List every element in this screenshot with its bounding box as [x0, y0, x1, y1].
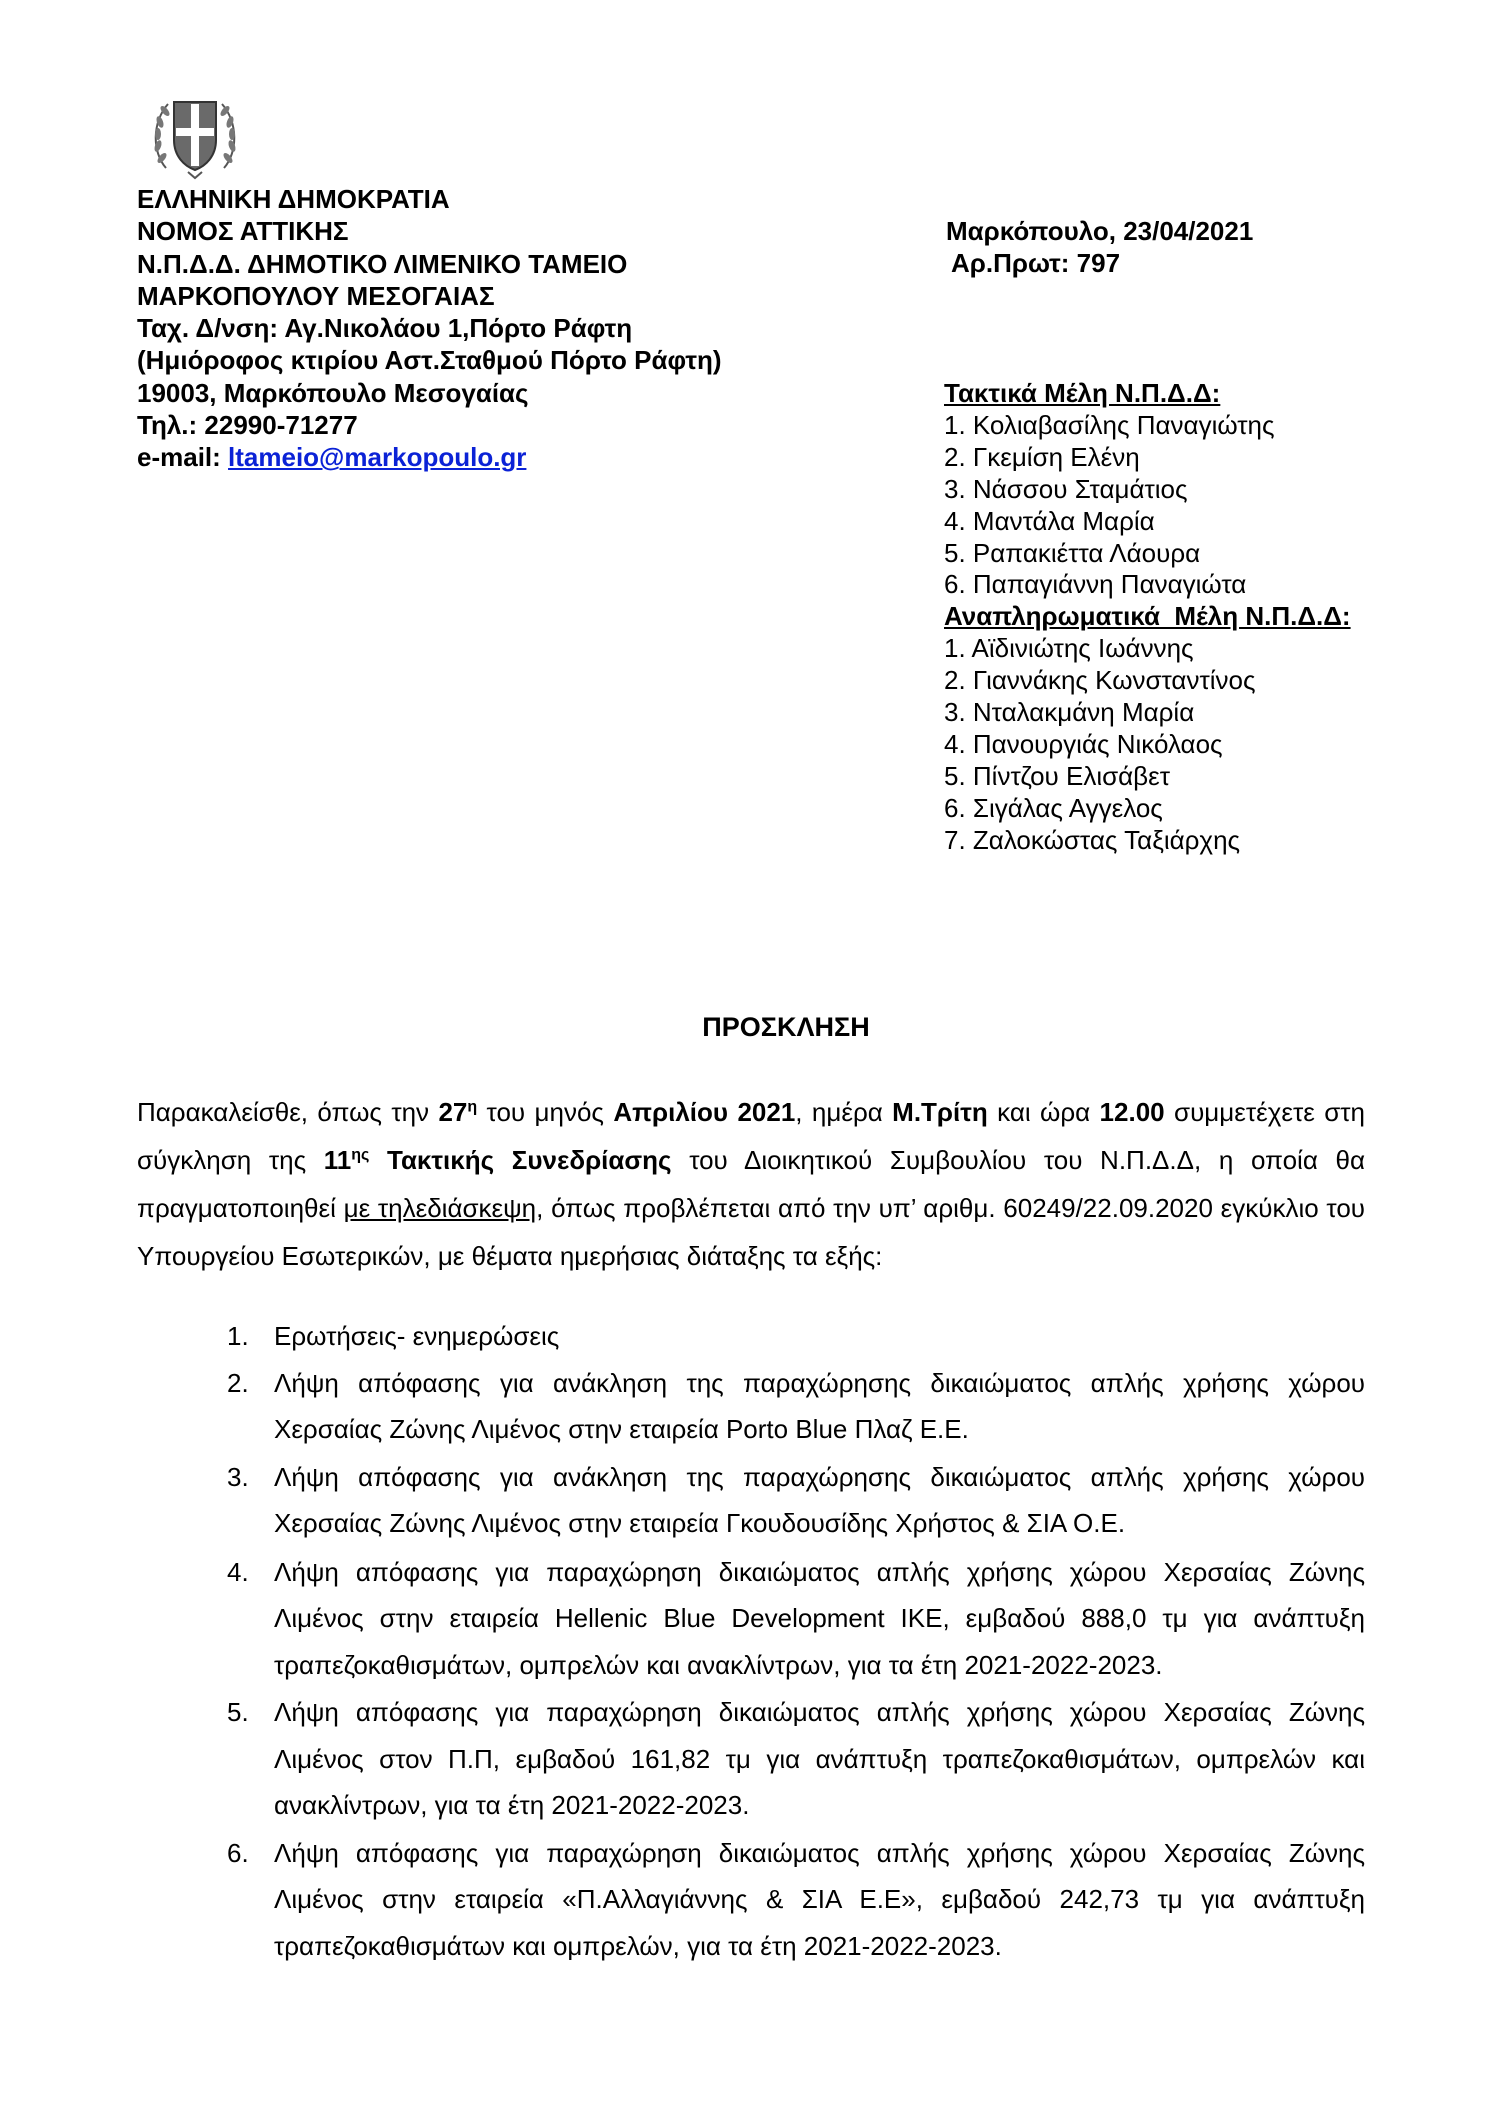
email-label: e-mail:	[137, 442, 229, 473]
invitation-paragraph	[137, 1088, 1365, 1280]
list-item: 7. Ζαλοκώστας Ταξιάρχης	[944, 824, 1241, 855]
substitute-members-header: Αναπληρωματικά Μέλη Ν.Π.Δ.Δ:	[944, 601, 1351, 632]
place-date: Μαρκόπουλο, 23/04/2021	[946, 216, 1254, 246]
sender-line: ΕΛΛΗΝΙΚΗ ΔΗΜΟΚΡΑΤΙΑ	[137, 184, 450, 214]
list-item: 5. Πίντζου Ελισάβετ	[944, 760, 1171, 791]
text-run: 27	[438, 1097, 468, 1127]
meeting-month: Απριλίου 2021	[613, 1097, 796, 1127]
agenda-list	[227, 1313, 1365, 1969]
recipients-list	[944, 378, 1351, 857]
text-run: Τακτικής Συνεδρίασης	[369, 1145, 672, 1175]
list-item	[227, 1549, 1365, 1689]
text-run: του Διοικητικού Συμβουλίου του Ν.Π.Δ.Δ, η οποία θα πραγματοποιηθεί	[137, 1145, 1365, 1223]
list-item: 2. Γιαννάκης Κωνσταντίνος	[944, 665, 1256, 696]
item-number: 5.	[227, 1697, 249, 1727]
sender-line: Ταχ. Δ/νση: Αγ.Νικολάου 1,Πόρτο Ράφτη	[137, 313, 633, 344]
list-item	[227, 1360, 1365, 1453]
list-item: 4. Μαντάλα Μαρία	[944, 505, 1155, 536]
item-number: 3.	[227, 1461, 249, 1492]
list-item	[227, 1313, 1365, 1360]
protocol-number: Αρ.Πρωτ: 797	[951, 248, 1121, 278]
meeting-time: 12.00	[1099, 1097, 1165, 1127]
text-run: , ημέρα	[795, 1097, 893, 1127]
item-number: 1.	[227, 1321, 249, 1351]
list-item: 1. Κολιαβασίλης Παναγιώτης	[944, 409, 1275, 440]
greek-coat-of-arms-icon	[148, 88, 242, 184]
regular-members-header: Τακτικά Μέλη Ν.Π.Δ.Δ:	[944, 378, 1221, 408]
text-run: , όπως προβλέπεται από την υπ’ αριθμ. 60249/22.09.2020 εγκύκλιο του Υπουργείου Εσωτερικών, με θέματα ημερήσιας διάταξης τα εξής:	[137, 1193, 1365, 1271]
document-title-wrap	[0, 1012, 1500, 1043]
sender-line: (Ημιόροφος κτιρίου Αστ.Σταθμού Πόρτο Ράφτη)	[137, 345, 722, 376]
item-text: Λήψη απόφασης για παραχώρηση δικαιώματος απλής χρήσης χώρου Χερσαίας Ζώνης Λιμένος στην εταιρεία Hellenic Blue Development IKE, εμβαδού 888,0 τμ για ανάπτυξη τραπεζοκαθισμάτων, ομπρελών και ανακλίντρων, για τα έτη 2021-2022-2023.	[274, 1556, 1365, 1680]
text-run: Παρακαλείσθε, όπως την	[137, 1097, 439, 1127]
text-run: του μηνός	[477, 1097, 614, 1127]
text-run: η	[467, 1098, 478, 1116]
text-run: ης	[351, 1146, 370, 1164]
sender-line: ΜΑΡΚΟΠΟΥΛΟΥ ΜΕΣΟΓΑΙΑΣ	[137, 280, 495, 311]
list-item: 4. Πανουργιάς Νικόλαος	[944, 728, 1223, 759]
item-text: Λήψη απόφασης για ανάκληση της παραχώρησης δικαιώματος απλής χρήσης χώρου Χερσαίας Ζώνης Λιμένος στην εταιρεία Γκουδουσίδης Χρήστος & ΣΙΑ Ο.Ε.	[274, 1461, 1365, 1538]
sender-line: ΝΟΜΟΣ ΑΤΤΙΚΗΣ	[137, 216, 349, 247]
list-item: 5. Ραπακιέττα Λάουρα	[944, 537, 1201, 568]
list-item: 6. Παπαγιάννη Παναγιώτα	[944, 569, 1247, 600]
sender-line: Τηλ.: 22990-71277	[137, 410, 358, 441]
list-item: 2. Γκεμίση Ελένη	[944, 441, 1140, 472]
list-item	[227, 1454, 1365, 1547]
email-link[interactable]: ltameio@markopoulo.gr	[228, 442, 527, 473]
teleconference-note: με τηλεδιάσκεψη	[343, 1193, 537, 1223]
item-number: 6.	[227, 1837, 249, 1868]
meeting-weekday: Μ.Τρίτη	[892, 1097, 988, 1127]
list-item: 6. Σιγάλας Αγγελος	[944, 792, 1163, 823]
sender-block	[137, 183, 837, 474]
item-text: Ερωτήσεις- ενημερώσεις	[274, 1321, 560, 1351]
item-text: Λήψη απόφασης για παραχώρηση δικαιώματος απλής χρήσης χώρου Χερσαίας Ζώνης Λιμένος στον Π.Π, εμβαδού 161,82 τμ για ανάπτυξη τραπεζοκαθισμάτων, ομπρελών και ανακλίντρων, για τα έτη 2021-2022-2023.	[274, 1697, 1365, 1820]
sender-line: 19003, Μαρκόπουλο Μεσογαίας	[137, 377, 529, 408]
document-title: ΠΡΟΣΚΛΗΣΗ	[702, 1012, 870, 1042]
item-text: Λήψη απόφασης για ανάκληση της παραχώρησης δικαιώματος απλής χρήσης χώρου Χερσαίας Ζώνης Λιμένος στην εταιρεία Porto Blue Πλαζ Ε.Ε.	[274, 1367, 1365, 1444]
item-number: 2.	[227, 1367, 249, 1398]
list-item: 1. Αϊδινιώτης Ιωάννης	[944, 633, 1194, 664]
list-item: 3. Νάσσου Σταμάτιος	[944, 473, 1188, 504]
session-number	[324, 1145, 672, 1175]
text-run: 11	[323, 1145, 352, 1175]
meeting-day	[438, 1097, 477, 1127]
list-item	[227, 1689, 1365, 1829]
text-run: συμμετέχετε στη σύγκληση της	[137, 1097, 1365, 1175]
email-line	[137, 441, 837, 473]
item-number: 4.	[227, 1556, 249, 1587]
item-text: Λήψη απόφασης για παραχώρηση δικαιώματος απλής χρήσης χώρου Χερσαίας Ζώνης Λιμένος στην εταιρεία «Π.Αλλαγιάννης & ΣΙΑ Ε.Ε», εμβαδού 242,73 τμ για ανάπτυξη τραπεζοκαθισμάτων και ομπρελών, για τα έτη 2021-2022-2023.	[274, 1837, 1365, 1961]
list-item	[227, 1830, 1365, 1970]
list-item: 3. Νταλακμάνη Μαρία	[944, 697, 1195, 728]
text-run: και ώρα	[987, 1097, 1100, 1127]
sender-line: Ν.Π.Δ.Δ. ΔΗΜΟΤΙΚΟ ΛΙΜΕΝΙΚΟ ΤΑΜΕΙΟ	[137, 248, 628, 279]
